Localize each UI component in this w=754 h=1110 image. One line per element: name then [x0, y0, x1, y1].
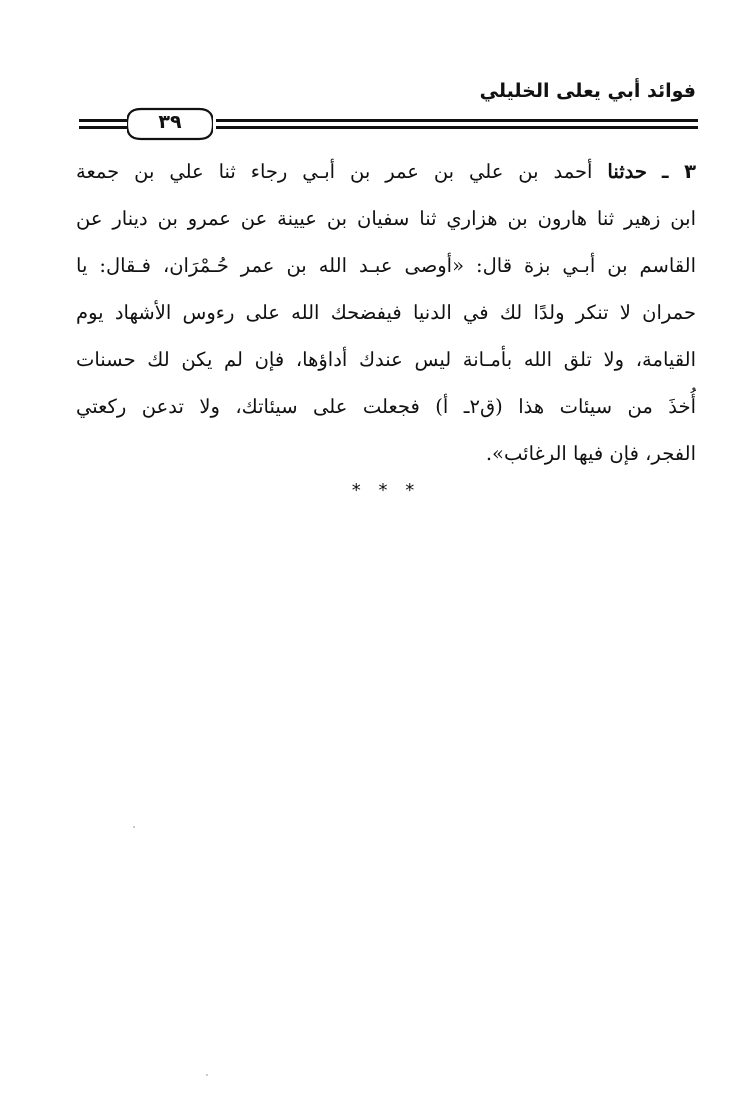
- header-rule-left: [79, 119, 127, 130]
- line-text: أحمد بن علي بن عمر بن أبـي رجاء ثنا علي بن جمعة: [76, 160, 593, 183]
- header-rule-right: [216, 119, 698, 130]
- text-line: حمران لا تنكر ولدًا لك في الدنيا فيفضحك الله على رءوس الأشهاد يوم: [76, 301, 696, 324]
- text-line: الفجر، فإن فيها الرغائب».: [485, 442, 696, 465]
- scan-speck: [206, 1074, 208, 1076]
- hadith-text: [76, 148, 696, 477]
- section-separator: * * *: [351, 480, 421, 501]
- page-number: ٣٩: [158, 111, 182, 133]
- scan-speck: [133, 826, 135, 828]
- text-line: القاسم بن أبـي بزة قال: «أوصى عبـد الله بن عمر حُـمْرَان، فـقال: يا: [76, 254, 696, 277]
- text-line: أُخذَ من سيئات هذا (ق٢ـ أ) فجعلت على سيئاتك، ولا تدعن ركعتي: [76, 395, 696, 418]
- running-title: فوائد أبي يعلى الخليلي: [479, 80, 696, 102]
- lead-word: حدثنا: [607, 160, 647, 183]
- text-line: القيامة، ولا تلق الله بأمـانة ليس عندك أداؤها، فإن لم يكن لك حسنات: [76, 348, 696, 371]
- text-line: ابن زهير ثنا هارون بن هزاري ثنا سفيان بن عيينة عن عمرو بن دينار عن: [76, 207, 696, 230]
- hadith-number: ٣ ـ: [661, 160, 696, 183]
- text-line: [76, 148, 696, 195]
- page-number-frame: [127, 106, 213, 142]
